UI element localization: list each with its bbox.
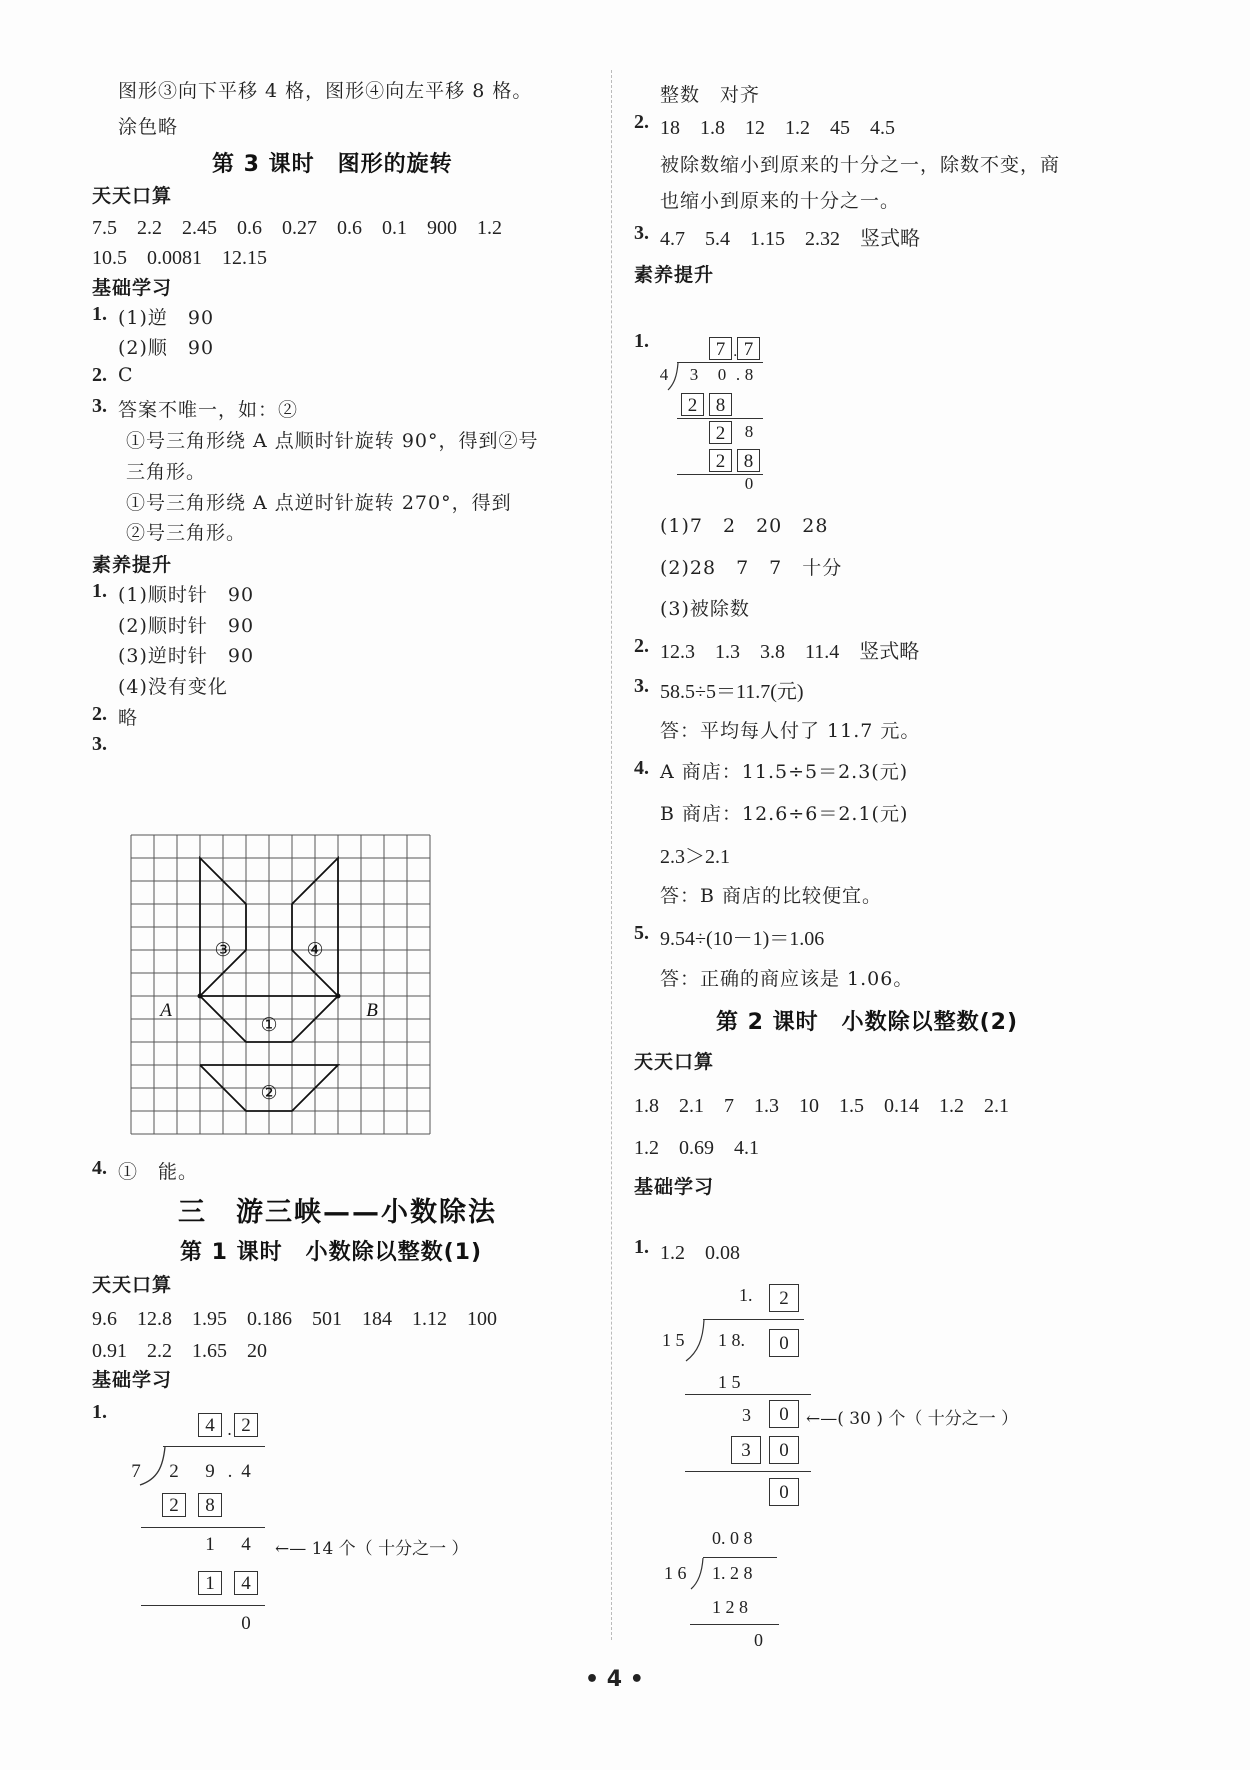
q3-line-4: ①号三角形绕 A 点逆时针旋转 270°，得到 (126, 492, 512, 514)
basic-learning-heading: 基础学习 (92, 277, 173, 299)
annotation-14-tenths: ←— 14 个（ 十分之一 ） (275, 1539, 469, 1559)
imp-q5-number: 5. (634, 922, 649, 944)
l1-basic-heading: 基础学习 (92, 1369, 173, 1391)
page-number: • 4 • (585, 1667, 644, 1692)
right-q2-line-3: 也缩小到原来的十分之一。 (660, 190, 901, 212)
l1-mental-heading: 天天口算 (92, 1274, 173, 1296)
imp-q5-answer: 答：正确的商应该是 1.06。 (660, 968, 914, 990)
left-top-line-2: 涂色略 (118, 116, 179, 138)
right-imp-q1-number: 1. (634, 330, 649, 352)
improve-q2-number: 2. (92, 703, 107, 725)
svg-text:④: ④ (306, 940, 324, 961)
rotation-grid-figure (128, 832, 434, 1138)
quotient-box: 2 (234, 1413, 258, 1437)
mental-math-row-2: 10.5 0.0081 12.15 (92, 247, 267, 269)
lesson-1-title: 第 1 课时 小数除以整数(1) (180, 1240, 483, 1265)
left-top-line-1: 图形③向下平移 4 格，图形④向左平移 8 格。 (118, 80, 533, 102)
mental-math-heading: 天天口算 (92, 185, 173, 207)
unit-title: 三 游三峡——小数除法 (178, 1197, 497, 1228)
imp-q4-line-3: 2.3＞2.1 (660, 846, 730, 868)
step-box: 2 (162, 1493, 186, 1517)
q1-number: 1. (92, 303, 107, 325)
improve-q4-answer: ① 能。 (118, 1161, 199, 1183)
l2-mental-row-1: 1.8 2.1 7 1.3 10 1.5 0.14 1.2 2.1 (634, 1095, 1009, 1117)
right-q2-number: 2. (634, 111, 649, 133)
right-q3-number: 3. (634, 222, 649, 244)
q3-line-1: 答案不唯一，如：② (118, 399, 299, 421)
l1-q1-number: 1. (92, 1401, 107, 1423)
annotation-30-tenths: ←—( 30 ) 个（ 十分之一 ） (806, 1409, 1019, 1429)
right-q2-values: 18 1.8 12 1.2 45 4.5 (660, 117, 895, 139)
imp-q4-number: 4. (634, 757, 649, 779)
imp-q1-part-1: (1)7 2 20 28 (660, 515, 829, 537)
improve-heading: 素养提升 (92, 554, 173, 576)
right-top-line: 整数 对齐 (660, 84, 761, 106)
svg-text:②: ② (260, 1083, 278, 1104)
column-divider (611, 70, 612, 1640)
l2-q1-answer: 1.2 0.08 (660, 1242, 740, 1264)
improve-q2-answer: 略 (118, 707, 139, 729)
imp-q2-number: 2. (634, 635, 649, 657)
imp-q4-line-1: A 商店：11.5÷5＝2.3(元) (660, 761, 909, 783)
q2-number: 2. (92, 364, 107, 386)
imp-q4-line-2: B 商店：12.6÷6＝2.1(元) (660, 803, 909, 825)
l2-mental-heading: 天天口算 (634, 1051, 715, 1073)
mental-math-row-1: 7.5 2.2 2.45 0.6 0.27 0.6 0.1 900 1.2 (92, 217, 502, 239)
q3-line-3: 三角形。 (126, 461, 207, 483)
improve-q1-c: (3)逆时针 90 (118, 645, 255, 667)
q3-number: 3. (92, 395, 107, 417)
step-box: 4 (234, 1571, 258, 1595)
q1-answer-b: (2)顺 90 (118, 337, 215, 359)
l2-q1-number: 1. (634, 1236, 649, 1258)
q2-answer: C (118, 364, 134, 386)
l2-basic-heading: 基础学习 (634, 1176, 715, 1198)
imp-q3-answer: 答：平均每人付了 11.7 元。 (660, 720, 921, 742)
svg-text:③: ③ (214, 940, 232, 961)
svg-text:A: A (160, 1000, 172, 1021)
imp-q1-part-2: (2)28 7 7 十分 (660, 557, 843, 579)
improve-q3-number: 3. (92, 733, 107, 755)
quotient-box: 4 (198, 1413, 222, 1437)
right-q3-values: 4.7 5.4 1.15 2.32 竖式略 (660, 228, 920, 250)
improve-q1-d: (4)没有变化 (118, 676, 228, 698)
imp-q3-number: 3. (634, 675, 649, 697)
step-box: 1 (198, 1571, 222, 1595)
svg-text:①: ① (260, 1015, 278, 1036)
improve-q4-number: 4. (92, 1157, 107, 1179)
lesson-3-title: 第 3 课时 图形的旋转 (212, 152, 453, 177)
improve-q1-number: 1. (92, 580, 107, 602)
imp-q4-answer: 答：B 商店的比较便宜。 (660, 885, 883, 907)
step-box: 8 (198, 1493, 222, 1517)
l1-mental-row-2: 0.91 2.2 1.65 20 (92, 1340, 267, 1362)
imp-q3-equation: 58.5÷5＝11.7(元) (660, 681, 804, 703)
lesson-2-title: 第 2 课时 小数除以整数(2) (716, 1010, 1019, 1035)
improve-q1-b: (2)顺时针 90 (118, 615, 255, 637)
l2-mental-row-2: 1.2 0.69 4.1 (634, 1137, 759, 1159)
q3-line-5: ②号三角形。 (126, 522, 247, 544)
right-q2-line-2: 被除数缩小到原来的十分之一，除数不变，商 (660, 154, 1061, 176)
q3-line-2: ①号三角形绕 A 点顺时针旋转 90°，得到②号 (126, 430, 539, 452)
q1-answer-a: (1)逆 90 (118, 307, 215, 329)
imp-q1-part-3: (3)被除数 (660, 598, 750, 620)
imp-q5-equation: 9.54÷(10－1)＝1.06 (660, 928, 825, 950)
right-improve-heading: 素养提升 (634, 264, 715, 286)
svg-text:B: B (366, 1000, 378, 1021)
l1-mental-row-1: 9.6 12.8 1.95 0.186 501 184 1.12 100 (92, 1308, 497, 1330)
improve-q1-a: (1)顺时针 90 (118, 584, 255, 606)
imp-q2-answer: 12.3 1.3 3.8 11.4 竖式略 (660, 641, 920, 663)
